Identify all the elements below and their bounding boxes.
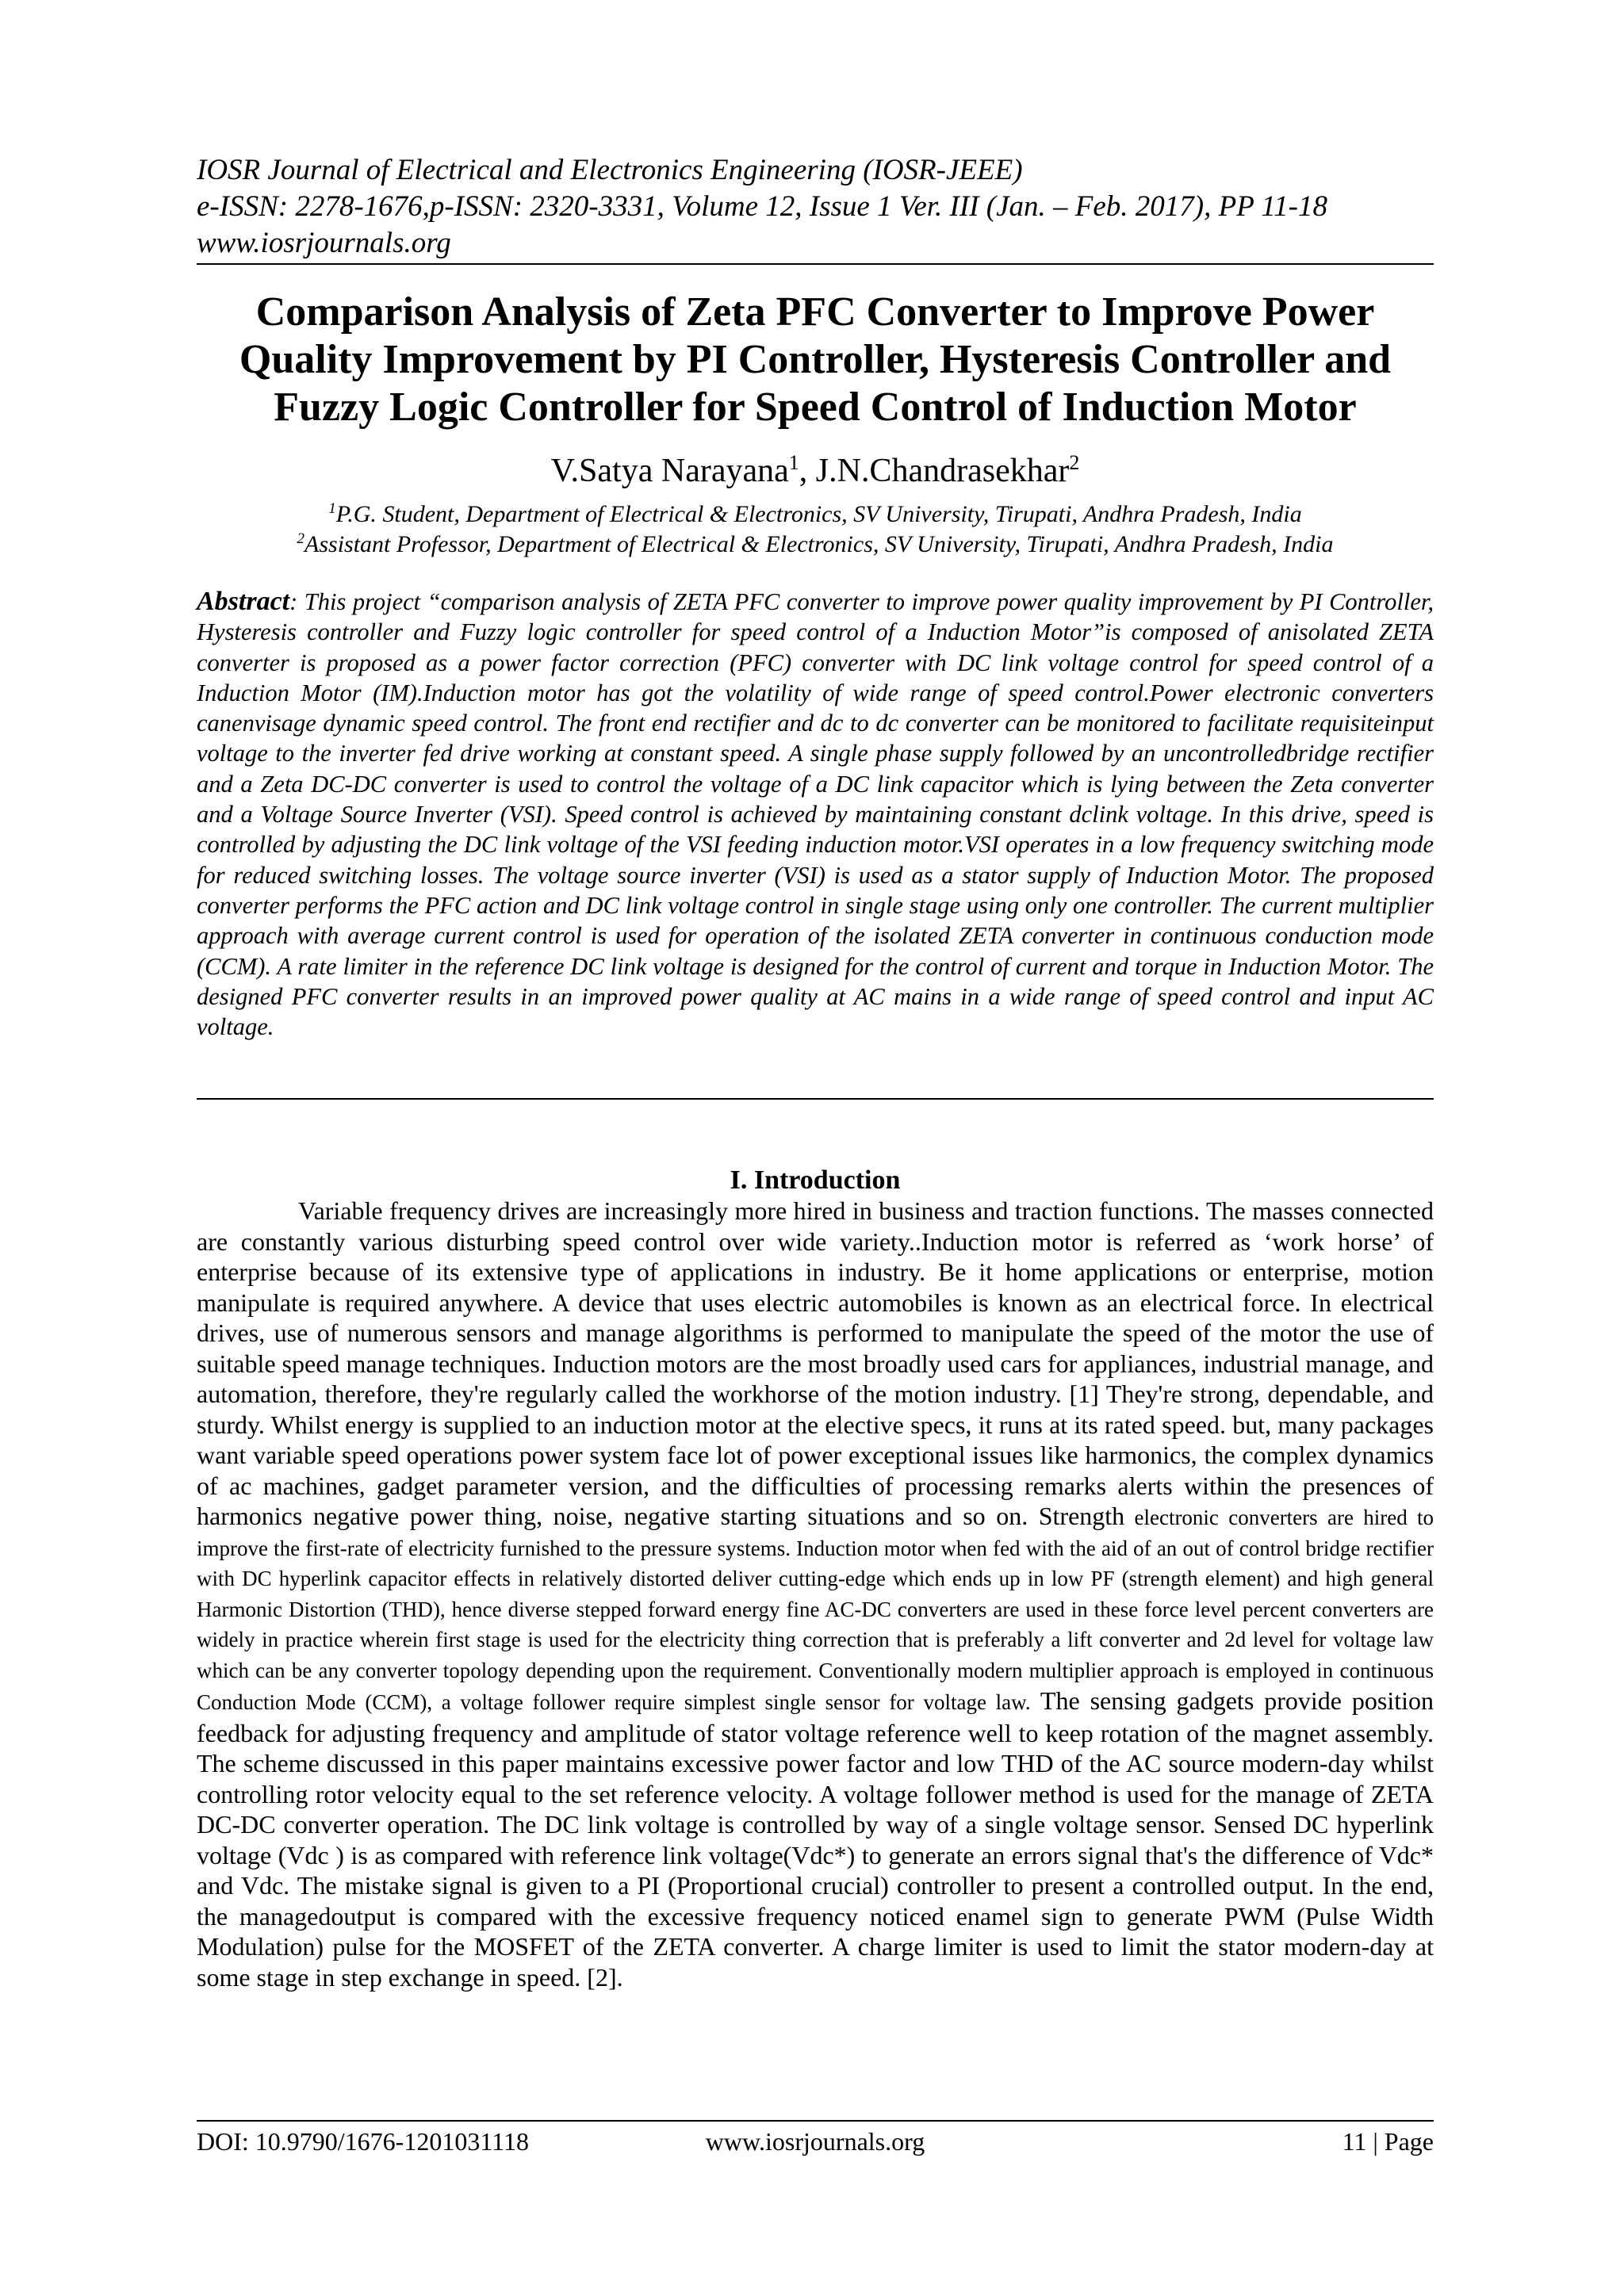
paragraph-text: electronic converters are hired to improve the first-rate of electricity furnished to the pressure systems. Induction motor when fed with the aid of an out of control bridge rectifier with DC hyperlink capacitor effects in relatively distorted deliver cutting-edge which ends up in low PF (strength element) and high general Harmonic Distortion (THD), hence diverse stepped forward energy fine AC-DC converters are used in these force level percent converters are widely in practice wherein first stage is used for the electricity thing correction that is preferably a lift converter and 2d level for voltage law which can be any converter topology depending upon the requirement. Conventionally modern multiplier approach is employed in continuous Conduction Mode (CCM), a voltage follower require simplest single sensor for voltage law. [197,1506,1434,1714]
paragraph-text: The sensing gadgets provide position feedback for adjusting frequency and amplitude of stator voltage reference well to keep rotation of the magnet assembly. The scheme discussed in this paper maintains excessive power factor and low THD of the AC source modern-day whilst controlling rotor velocity equal to the set reference velocity. A voltage follower method is used for the manage of ZETA DC-DC converter operation. The DC link voltage is controlled by way of a single voltage sensor. Sensed DC hyperlink voltage (Vdc ) is as compared with reference link voltage(Vdc*) to generate an errors signal that's the difference of Vdc* and Vdc. The mistake signal is given to a PI (Proportional crucial) controller to present a controlled output. In the end, the managedoutput is compared with the excessive frequency noticed enamel sign to generate PWM (Pulse Width Modulation) pulse for the MOSFET of the ZETA converter. A charge limiter is used to limit the stator modern-day at some stage in step exchange in speed. [2]. [197,1686,1434,1992]
paper-title [197,289,1434,431]
affiliation-marker: 2 [297,530,305,547]
section-heading: I. Introduction [730,1165,901,1195]
affiliation [197,499,1434,530]
footer-website: www.iosrjournals.org [705,2127,925,2156]
author-affiliation-marker: 1 [788,451,799,474]
author-affiliation-marker: 2 [1069,451,1080,474]
paragraph-text: Variable frequency drives are increasingly more hired in business and traction functions. The masses connected are constantly various disturbing speed control over wide variety..Induction motor is referred as ‘work horse’ of enterprise because of its extensive type of applications in industry. Be it home applications or enterprise, motion manipulate is required anywhere. A device that uses electric automobiles is known as an electrical force. In electrical drives, use of numerous sensors and manage algorithms is performed to manipulate the speed of the motor the use of suitable speed manage techniques. Induction motors are the most broadly used cars for appliances, industrial manage, and automation, therefore, they're regularly called the workhorse of the motion industry. [1] They're strong, dependable, and sturdy. Whilst energy is supplied to an induction motor at the elective specs, it runs at its rated speed. but, many packages want variable speed operations power system face lot of power exceptional issues like harmonics, the complex dynamics of ac machines, gadget parameter version, and the difficulties of processing remarks alerts within the presences of harmonics negative power thing, noise, negative starting situations and so on. Strength [197,1196,1434,1530]
author-name: J.N.Chandrasekhar [815,453,1070,489]
footer-divider [197,2120,1434,2122]
title-line: Quality Improvement by PI Controller, Hysteresis Controller and [239,337,1392,382]
author-separator: , [799,453,816,489]
abstract [197,587,1434,1042]
footer-doi: DOI: 10.9790/1676-1201031118 [197,2127,529,2156]
author-name: V.Satya Narayana [550,453,789,489]
abstract-label: Abstract [197,587,290,616]
footer-page-number: 11 | Page [1342,2127,1434,2156]
paragraph [197,1196,1434,1992]
title-line: Fuzzy Logic Controller for Speed Control of Induction Motor [274,385,1357,430]
affiliation [197,530,1434,560]
page-footer [197,2125,1434,2158]
introduction-body [197,1196,1434,1992]
affiliation-marker: 1 [328,500,336,517]
affiliation-text: P.G. Student, Department of Electrical & Electronics, SV University, Tirupati, Andhra Pradesh, India [335,501,1302,527]
affiliation-text: Assistant Professor, Department of Electrical & Electronics, SV University, Tirupati, Andhra Pradesh, India [304,531,1334,557]
abstract-underline [197,1098,1434,1100]
abstract-text: : This project “comparison analysis of ZETA PFC converter to improve power quality improvement by PI Controller, Hysteresis controller and Fuzzy logic controller for speed control of a Induction Motor”is composed of anisolated ZETA converter is proposed as a power factor correction (PFC) converter with DC link voltage control for speed control of a Induction Motor (IM).Induction motor has got the volatility of wide range of speed control.Power electronic converters canenvisage dynamic speed control. The front end rectifier and dc to dc converter can be monitored to facilitate requisiteinput voltage to the inverter fed drive working at constant speed. A single phase supply followed by an uncontrolledbridge rectifier and a Zeta DC-DC converter is used to control the voltage of a DC link capacitor which is lying between the Zeta converter and a Voltage Source Inverter (VSI). Speed control is achieved by maintaining constant dclink voltage. In this drive, speed is controlled by adjusting the DC link voltage of the VSI feeding induction motor.VSI operates in a low frequency switching mode for reduced switching losses. The voltage source inverter (VSI) is used as a stator supply of Induction Motor. The proposed converter performs the PFC action and DC link voltage control in single stage using only one controller. The current multiplier approach with average current control is used for operation of the isolated ZETA converter in continuous conduction mode (CCM). A rate limiter in the reference DC link voltage is designed for the control of current and torque in Induction Motor. The designed PFC converter results in an improved power quality at AC mains in a wide range of speed control and input AC voltage. [197,588,1434,1041]
author-list [197,450,1434,492]
header-divider [197,263,1434,265]
journal-website: www.iosrjournals.org [197,227,451,259]
journal-header [197,152,1434,262]
journal-issn: e-ISSN: 2278-1676,p-ISSN: 2320-3331, Volume 12, Issue 1 Ver. III (Jan. – Feb. 2017), PP 11-18 [197,190,1327,223]
journal-name: IOSR Journal of Electrical and Electronics Engineering (IOSR-JEEE) [197,154,1023,186]
title-line: Comparison Analysis of Zeta PFC Converter to Improve Power [255,289,1375,335]
